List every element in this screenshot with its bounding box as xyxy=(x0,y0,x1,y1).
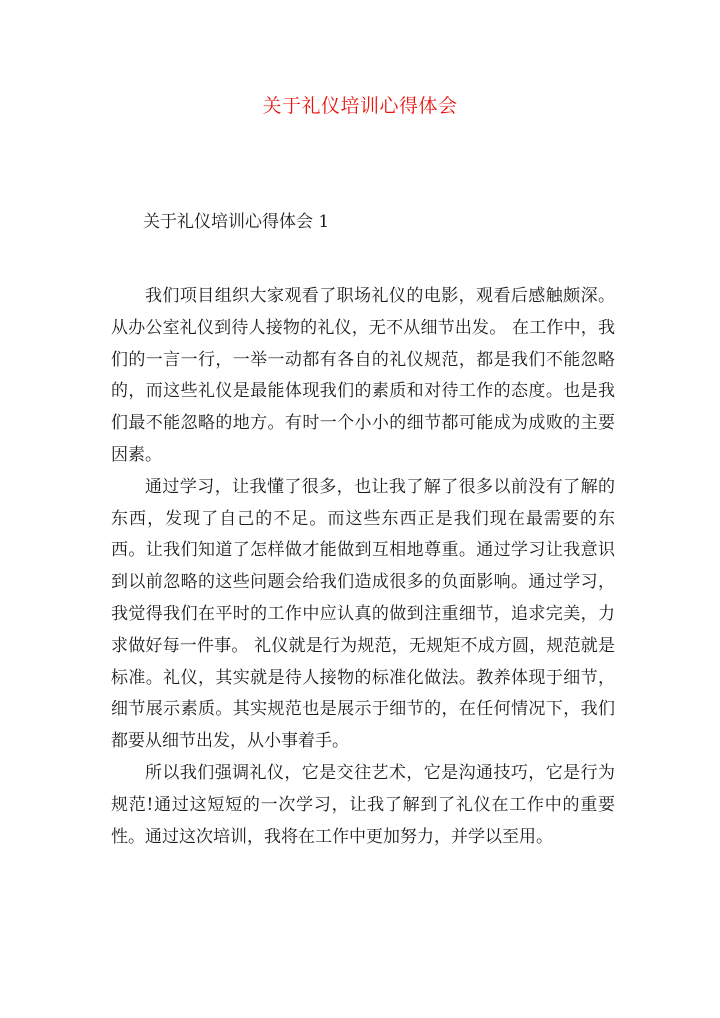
paragraph-2: 通过学习，让我懂了很多，也让我了解了很多以前没有了解的东西，发现了自己的不足。而这些东西正是我们现在最需要的东西。让我们知道了怎样做才能做到互相地尊重。通过学习让我意识到以前忽略的这些问题会给我们造成很多的负面影响。通过学习，我觉得我们在平时的工作中应认真的做到注重细节，追求完美，力求做好每一件事。 礼仪就是行为规范，无规矩不成方圆，规范就是标准。礼仪，其实就是待人接物的标准化做法。教养体现于细节，细节展示素质。其实规范也是展示于细节的，在任何情况下，我们都要从细节出发，从小事着手。 xyxy=(111,476,615,752)
section-heading: 关于礼仪培训心得体会 1 xyxy=(143,212,330,232)
paragraph-1: 我们项目组织大家观看了职场礼仪的电影，观看后感触颇深。从办公室礼仪到待人接物的礼仪，无不从细节出发。 在工作中，我们的一言一行，一举一动都有各自的礼仪规范，都是我们不能忽略的，而这些礼仪是最能体现我们的素质和对待工作的态度。也是我们最不能忽略的地方。有时一个小小的细节都可能成为成败的主要因素。 xyxy=(111,286,615,465)
document-body xyxy=(111,281,615,853)
document-title: 关于礼仪培训心得体会 xyxy=(262,95,458,117)
paragraph-3: 所以我们强调礼仪，它是交往艺术，它是沟通技巧，它是行为规范!通过这短短的一次学习，让我了解到了礼仪在工作中的重要性。通过这次培训，我将在工作中更加努力，并学以至用。 xyxy=(111,762,615,847)
